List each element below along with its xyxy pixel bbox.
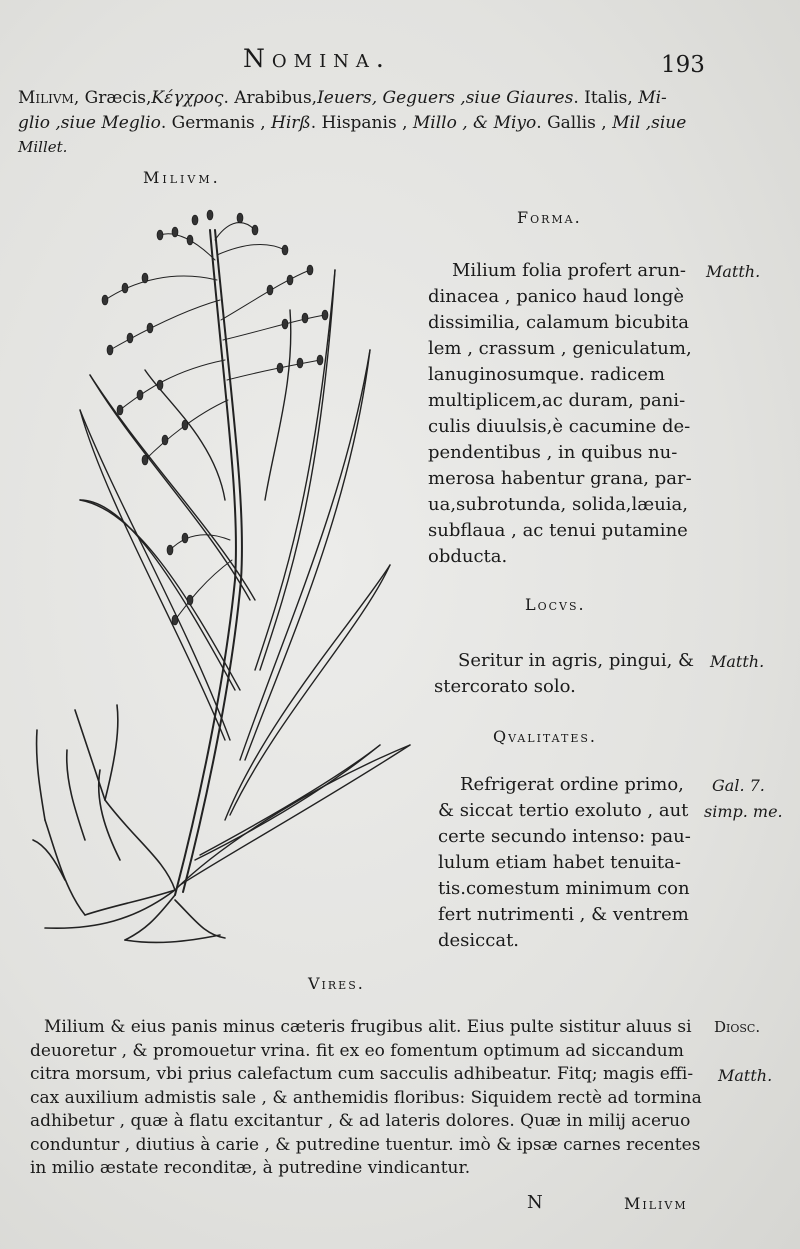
vires-line: deuoretur , & promouetur vrina. fit ex eo fomentum optimum ad siccandum — [30, 1041, 684, 1061]
forma-line: lanuginosumque. radicem — [428, 364, 665, 385]
qualitates-line: desiccat. — [438, 930, 520, 951]
page-number: 193 — [661, 52, 705, 78]
nomina-fragment: glio ,siue Meglio — [18, 113, 161, 133]
nomina-fragment: Hirß — [271, 113, 311, 133]
forma-line: subflaua , ac tenui putamine — [428, 520, 688, 541]
nomina-fragment: , Græcis, — [73, 88, 152, 108]
vires-line: adhibetur , quæ à flatu excitantur , & ad lateris dolores. Quæ in milij aceruo — [30, 1111, 691, 1131]
margin-note-diosc: Diosc. — [714, 1018, 761, 1036]
vires-line: conduntur , diutius à carie , & putredine tuentur. imò & ipsæ carnes recentes — [30, 1135, 701, 1155]
plant-caption: Milivm. — [143, 168, 221, 187]
locus-heading: Locvs. — [525, 595, 586, 614]
forma-line: multiplicem,ac duram, pani- — [428, 390, 686, 411]
forma-line: ua,subrotunda, solida,læuia, — [428, 494, 688, 515]
vires-line: in milio æstate reconditæ, à putredine vindicantur. — [30, 1158, 471, 1178]
nomina-fragment: . Arabibus, — [223, 88, 318, 108]
forma-line: lem , crassum , geniculatum, — [428, 338, 692, 359]
nomina-fragment: Mi- — [632, 88, 667, 108]
vires-line: citra morsum, vbi prius calefactum cum sacculis adhibeatur. Fitq; magis effi- — [30, 1064, 694, 1084]
page-header-title: Nomina. — [243, 44, 391, 73]
margin-note-galen: Gal. 7. — [712, 776, 765, 795]
forma-line: dinacea , panico haud longè — [428, 286, 684, 307]
forma-line: Milium folia profert arun- — [452, 260, 686, 281]
seed-clusters-illustration — [102, 210, 328, 625]
qualitates-line: Refrigerat ordine primo, — [460, 774, 684, 795]
catchword: Milivm — [624, 1194, 688, 1213]
forma-line: dissimilia, calamum bicubita — [428, 312, 689, 333]
vires-line: Milium & eius panis minus cæteris frugibus alit. Eius pulte sistitur aluus si — [44, 1017, 692, 1037]
nomina-line-2 — [18, 113, 686, 133]
locus-text — [434, 648, 694, 700]
nomina-line-1 — [18, 88, 667, 108]
vires-line: cax auxilium admistis sale , & anthemidis floribus: Siquidem rectè ad tormina — [30, 1088, 702, 1108]
stem-illustration — [175, 230, 242, 895]
locus-line: Seritur in agris, pingui, & — [458, 650, 695, 671]
margin-note-matth: Matth. — [718, 1066, 773, 1085]
qualitates-line: tis.comestum minimum con — [438, 878, 690, 899]
nomina-fragment: . Germanis , — [160, 113, 271, 133]
nomina-fragment: . Italis, — [573, 88, 633, 108]
qualitates-line: & siccat tertio exoluto , aut — [438, 800, 689, 821]
margin-note-simp: simp. me. — [704, 802, 783, 821]
forma-text — [428, 258, 692, 570]
qualitates-line: certe secundo intenso: pau- — [438, 826, 691, 847]
signature-mark: N — [527, 1192, 543, 1213]
nomina-fragment: . Hispanis , — [310, 113, 413, 133]
nomina-fragment: Mil ,siue — [612, 113, 687, 133]
qualitates-heading: Qvalitates. — [493, 727, 597, 746]
nomina-fragment: Millet. — [18, 138, 68, 156]
nomina-fragment: Millo , & Miyo — [412, 113, 537, 133]
locus-line: stercorato solo. — [434, 676, 576, 697]
forma-line: culis diuulsis,è cacumine de- — [428, 416, 691, 437]
forma-heading: Forma. — [517, 208, 582, 227]
nomina-fragment: Κέγχρος — [151, 88, 224, 108]
qualitates-text — [438, 772, 691, 954]
margin-note-locus: Matth. — [710, 652, 765, 671]
nomina-line-3 — [18, 138, 67, 156]
roots-illustration — [33, 705, 225, 942]
forma-line: obducta. — [428, 546, 508, 567]
nomina-fragment: Ieuers, Geguers ,siue Giaures — [317, 88, 574, 108]
vires-heading: Vires. — [308, 974, 365, 993]
qualitates-line: lulum etiam habet tenuita- — [438, 852, 681, 873]
forma-line: merosa habentur grana, par- — [428, 468, 692, 489]
nomina-fragment: . Gallis , — [536, 113, 613, 133]
forma-line: pendentibus , in quibus nu- — [428, 442, 678, 463]
nomina-fragment: Milivm — [18, 88, 74, 108]
margin-note-forma: Matth. — [706, 262, 761, 281]
millet-woodcut-illustration — [25, 200, 425, 950]
qualitates-line: fert nutrimenti , & ventrem — [438, 904, 689, 925]
leaves-illustration — [80, 270, 410, 890]
